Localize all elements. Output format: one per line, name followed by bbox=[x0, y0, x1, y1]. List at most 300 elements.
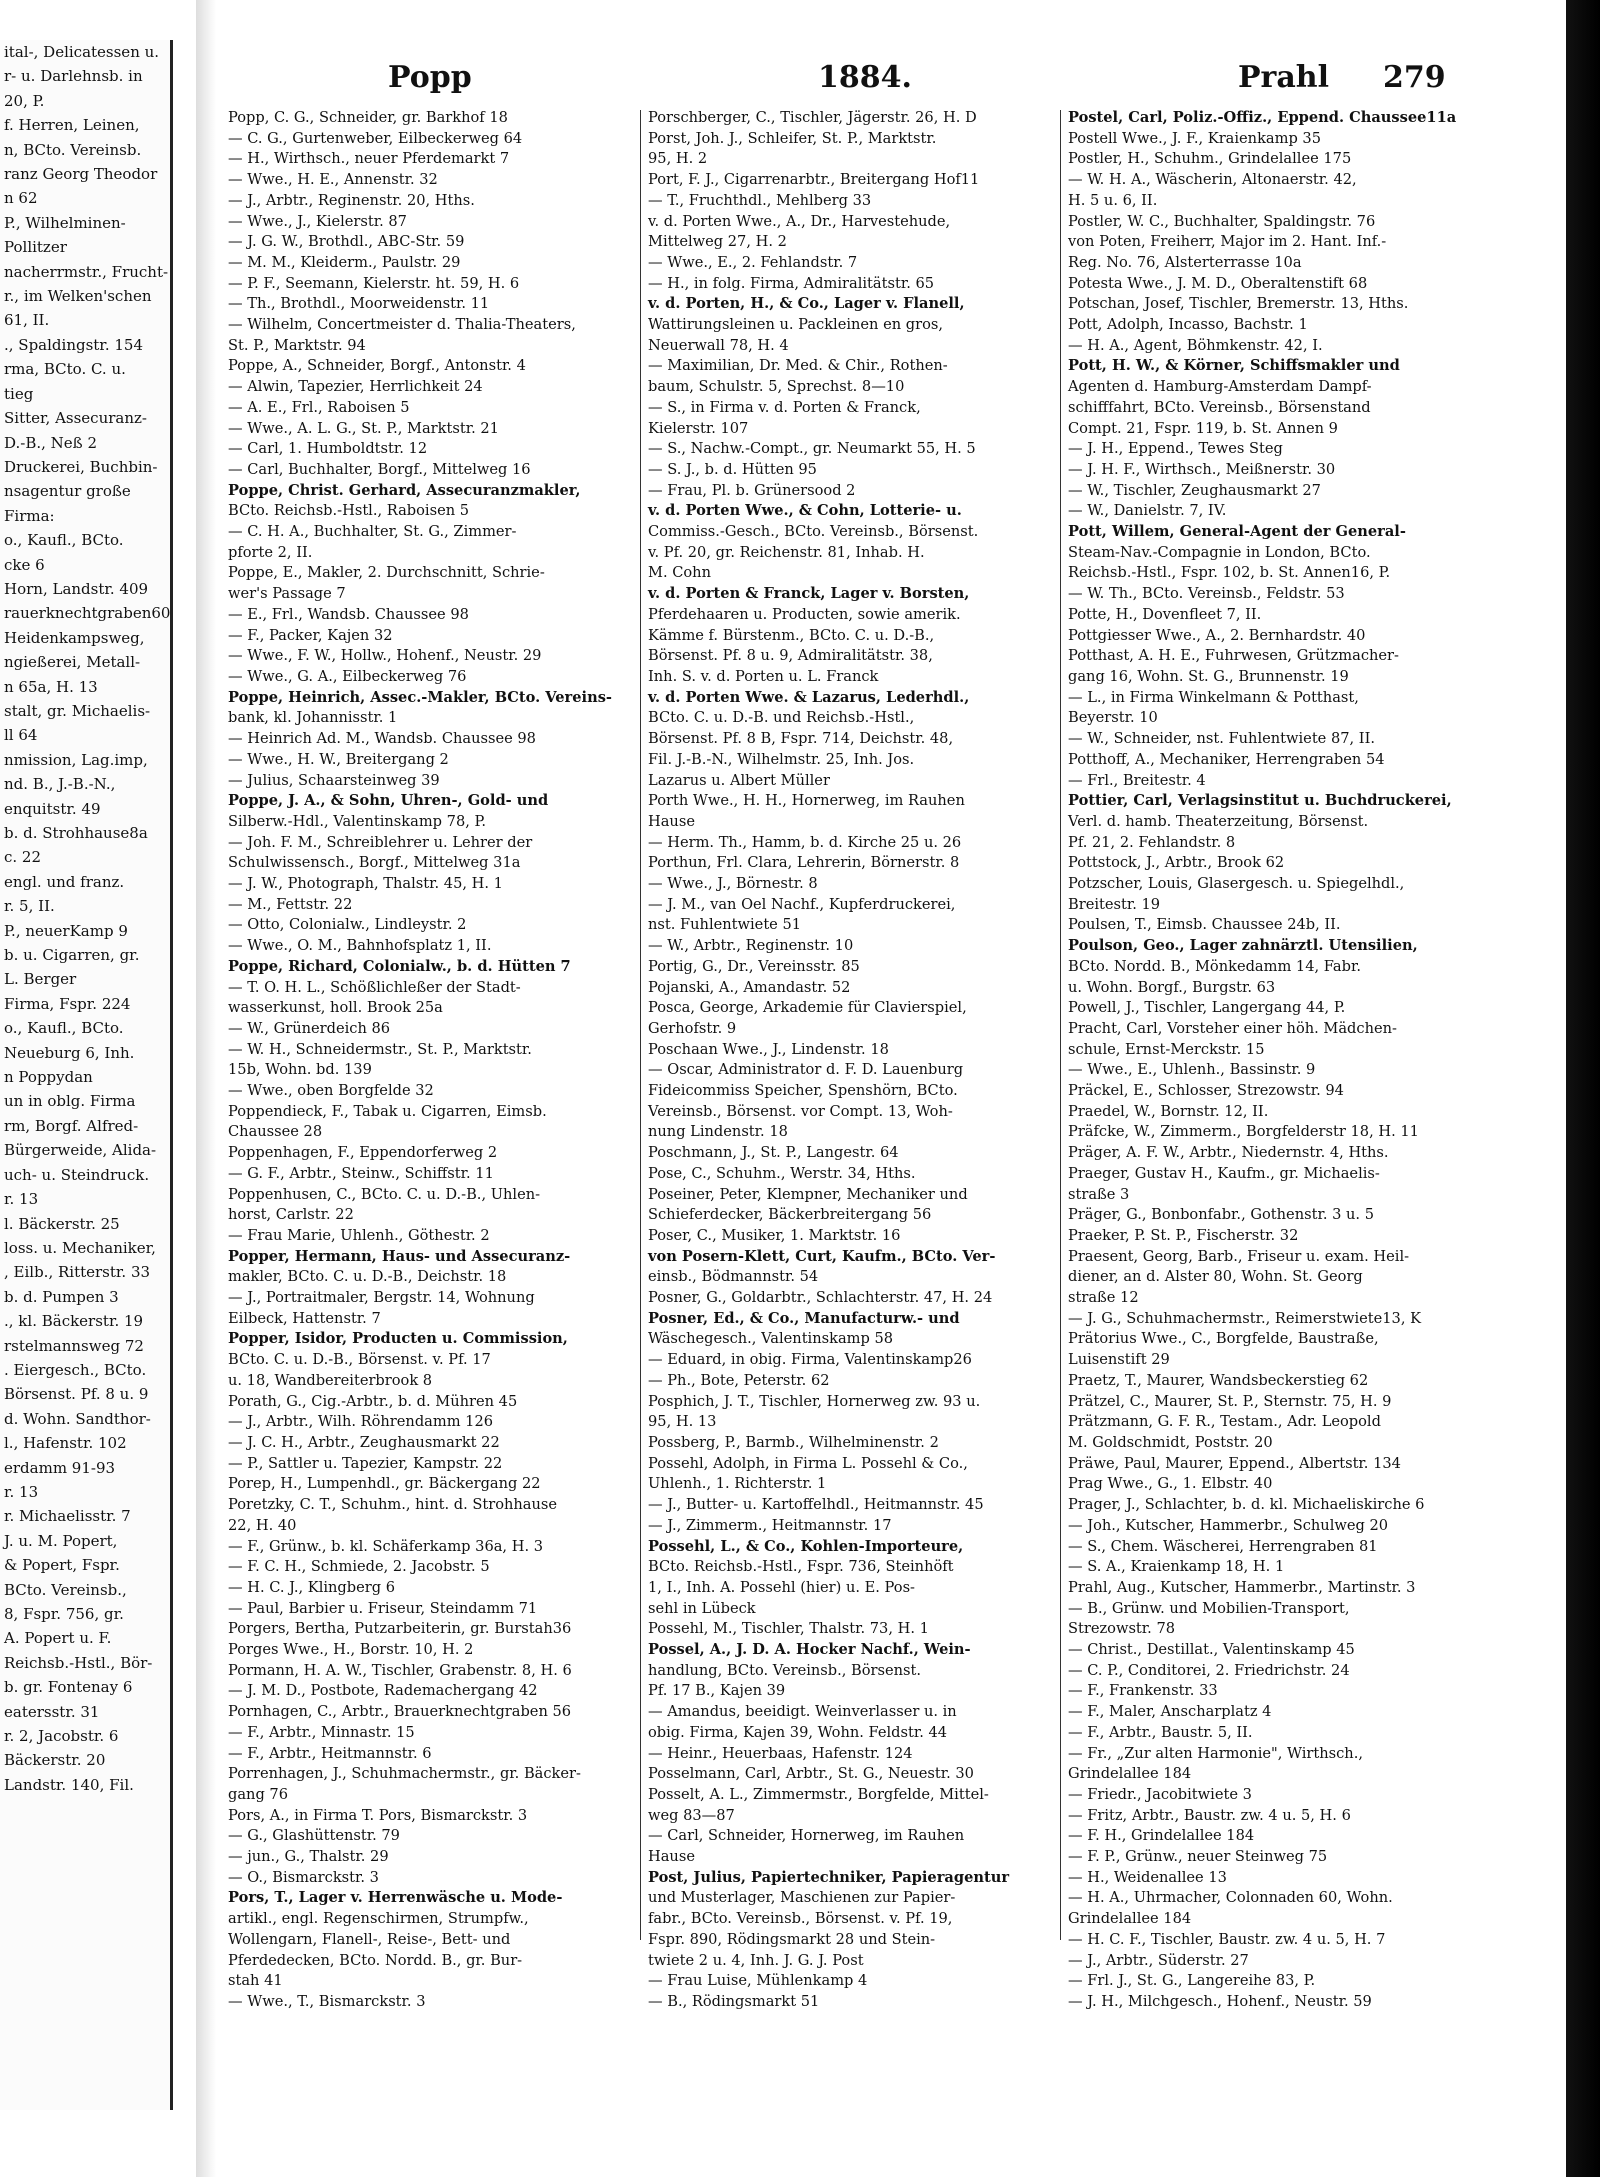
directory-column-1 bbox=[228, 108, 628, 2010]
previous-page-line: L. Berger bbox=[4, 970, 77, 989]
previous-page-line: P., neuerKamp 9 bbox=[4, 921, 128, 940]
directory-entry: Porep, H., Lumpenhdl., gr. Bäckergang 22 bbox=[228, 1475, 541, 1493]
previous-page-line: ngießerei, Metall- bbox=[4, 653, 141, 672]
directory-entry: — Th., Brothdl., Moorweidenstr. 11 bbox=[228, 295, 490, 313]
directory-entry: Posphich, J. T., Tischler, Hornerweg zw. 93 u. bbox=[648, 1392, 981, 1410]
directory-entry: Praetz, T., Maurer, Wandsbeckerstieg 62 bbox=[1068, 1371, 1369, 1389]
directory-entry: Pojanski, A., Amandastr. 52 bbox=[648, 978, 851, 996]
directory-entry: — C. H. A., Buchhalter, St. G., Zimmer- bbox=[228, 523, 517, 541]
directory-entry: v. d. Porten Wwe. & Lazarus, Lederhdl., bbox=[648, 688, 970, 706]
directory-entry: Potesta Wwe., J. M. D., Oberaltenstift 68 bbox=[1068, 274, 1368, 292]
directory-entry: Possehl, M., Tischler, Thalstr. 73, H. 1 bbox=[648, 1620, 929, 1638]
previous-page-line: ranz Georg Theodor bbox=[4, 165, 158, 184]
directory-entry: Pferdedecken, BCto. Nordd. B., gr. Bur- bbox=[228, 1951, 523, 1969]
page-number: 279 bbox=[1383, 60, 1446, 95]
previous-page-line: J. u. M. Popert, bbox=[4, 1531, 118, 1550]
directory-entry: BCto. Nordd. B., Mönkedamm 14, Fabr. bbox=[1068, 957, 1361, 975]
directory-entry: — Wwe., E., 2. Fehlandstr. 7 bbox=[648, 253, 858, 271]
directory-entry: bank, kl. Johannisstr. 1 bbox=[228, 709, 398, 727]
previous-page-line: ital-, Delicatessen u. bbox=[4, 43, 160, 61]
previous-page-line: d. Wohn. Sandthor- bbox=[4, 1409, 151, 1428]
previous-page-line: r. 5, II. bbox=[4, 897, 55, 916]
directory-entry: Prag Wwe., G., 1. Elbstr. 40 bbox=[1068, 1475, 1273, 1493]
directory-entry: — Friedr., Jacobitwiete 3 bbox=[1068, 1785, 1252, 1803]
directory-entry: von Poten, Freiherr, Major im 2. Hant. Inf.- bbox=[1068, 233, 1387, 251]
directory-entry: Porges Wwe., H., Borstr. 10, H. 2 bbox=[228, 1641, 474, 1659]
directory-entry: Wäschegesch., Valentinskamp 58 bbox=[648, 1330, 894, 1348]
directory-entry: Possehl, L., & Co., Kohlen-Importeure, bbox=[648, 1537, 964, 1555]
directory-entry: Pottstock, J., Arbtr., Brook 62 bbox=[1068, 854, 1285, 872]
directory-entry: Prätzel, C., Maurer, St. P., Sternstr. 75, H. 9 bbox=[1068, 1392, 1392, 1410]
directory-entry: Potte, H., Dovenfleet 7, II. bbox=[1068, 605, 1262, 623]
directory-entry: Poschaan Wwe., J., Lindenstr. 18 bbox=[648, 1040, 889, 1058]
directory-entry: — F. P., Grünw., neuer Steinweg 75 bbox=[1068, 1848, 1328, 1866]
directory-entry: — Ph., Bote, Peterstr. 62 bbox=[648, 1371, 830, 1389]
directory-entry: — A. E., Frl., Raboisen 5 bbox=[228, 398, 410, 416]
directory-entry: — W. H., Schneidermstr., St. P., Marktstr. bbox=[228, 1040, 532, 1058]
directory-entry: — F., Arbtr., Heitmannstr. 6 bbox=[228, 1744, 432, 1762]
previous-page-line: b. u. Cigarren, gr. bbox=[4, 946, 140, 965]
directory-entry: Prätorius Wwe., C., Borgfelde, Baustraße, bbox=[1068, 1330, 1379, 1348]
previous-page-line: Bürgerweide, Alida- bbox=[4, 1141, 157, 1160]
previous-page-line: eatersstr. 31 bbox=[4, 1702, 100, 1721]
directory-entry: Porst, Joh. J., Schleifer, St. P., Marktstr. bbox=[648, 129, 937, 147]
directory-entry: Possberg, P., Barmb., Wilhelminenstr. 2 bbox=[648, 1434, 939, 1451]
directory-entry: — Wilhelm, Concertmeister d. Thalia-Theaters, bbox=[228, 316, 576, 334]
directory-entry: Steam-Nav.-Compagnie in London, BCto. bbox=[1068, 543, 1371, 561]
previous-page-line: o., Kaufl., BCto. bbox=[4, 1019, 124, 1038]
directory-entry: Pormann, H. A. W., Tischler, Grabenstr. 8, H. 6 bbox=[228, 1661, 572, 1679]
page-header bbox=[228, 60, 1446, 110]
directory-entry: Posselt, A. L., Zimmermstr., Borgfelde, Mittel- bbox=[648, 1785, 989, 1803]
directory-entry: — W. H. A., Wäscherin, Altonaerstr. 42, bbox=[1068, 171, 1357, 189]
directory-entry: v. d. Porten & Franck, Lager v. Borsten, bbox=[648, 585, 970, 603]
directory-entry: — B., Rödingsmarkt 51 bbox=[648, 1992, 820, 2010]
directory-entry: — Joh., Kutscher, Hammerbr., Schulweg 20 bbox=[1068, 1516, 1389, 1534]
directory-entry: — J. H. F., Wirthsch., Meißnerstr. 30 bbox=[1068, 460, 1336, 478]
directory-entry: — J., Arbtr., Süderstr. 27 bbox=[1068, 1951, 1249, 1969]
directory-entry: BCto. Reichsb.-Hstl., Raboisen 5 bbox=[228, 502, 470, 520]
directory-entry: — H., Wirthsch., neuer Pferdemarkt 7 bbox=[228, 150, 510, 168]
directory-entry: obig. Firma, Kajen 39, Wohn. Feldstr. 44 bbox=[648, 1723, 948, 1741]
directory-entry: — J. G., Schuhmachermstr., Reimerstwiete13, K bbox=[1068, 1309, 1421, 1327]
previous-page-line: Druckerei, Buchbin- bbox=[4, 457, 158, 476]
directory-entry: — P., Sattler u. Tapezier, Kampstr. 22 bbox=[228, 1454, 503, 1472]
directory-entry: nung Lindenstr. 18 bbox=[648, 1123, 788, 1141]
previous-page-line: o., Kaufl., BCto. bbox=[4, 531, 124, 550]
previous-page-line: r. 2, Jacobstr. 6 bbox=[4, 1727, 119, 1746]
previous-page-line: nmission, Lag.imp, bbox=[4, 750, 148, 769]
directory-entry: 15b, Wohn. bd. 139 bbox=[228, 1061, 372, 1079]
directory-entry: Poppe, Richard, Colonialw., b. d. Hütten 7 bbox=[228, 957, 571, 975]
directory-entry: Schulwissensch., Borgf., Mittelweg 31a bbox=[228, 854, 521, 872]
directory-entry: — J. C. H., Arbtr., Zeughausmarkt 22 bbox=[228, 1434, 500, 1451]
book-edge bbox=[1566, 0, 1600, 2177]
directory-entry: wasserkunst, holl. Brook 25a bbox=[228, 999, 443, 1017]
directory-entry: BCto. Reichsb.-Hstl., Fspr. 736, Steinhöft bbox=[648, 1558, 954, 1576]
directory-entry: Porgers, Bertha, Putzarbeiterin, gr. Burstah36 bbox=[228, 1620, 572, 1638]
previous-page-line: D.-B., Neß 2 bbox=[4, 433, 97, 452]
header-year: 1884. bbox=[818, 60, 912, 95]
column-divider bbox=[640, 110, 641, 1940]
directory-entry: straße 12 bbox=[1068, 1289, 1139, 1307]
previous-page-line: nsagentur große bbox=[4, 482, 131, 501]
directory-entry: — F., Arbtr., Baustr. 5, II. bbox=[1068, 1723, 1253, 1741]
directory-entry: Börsenst. Pf. 8 B, Fspr. 714, Deichstr. 48, bbox=[648, 730, 954, 748]
directory-entry: BCto. C. u. D.-B., Börsenst. v. Pf. 17 bbox=[228, 1351, 491, 1369]
directory-entry: M. Cohn bbox=[648, 564, 711, 582]
directory-entry: Inh. S. v. d. Porten u. L. Franck bbox=[648, 667, 879, 685]
previous-page-line: Bäckerstr. 20 bbox=[4, 1751, 106, 1770]
directory-entry: — Oscar, Administrator d. F. D. Lauenburg bbox=[648, 1061, 964, 1079]
directory-entry: — W., Grünerdeich 86 bbox=[228, 1019, 391, 1037]
directory-entry: schifffahrt, BCto. Vereinsb., Börsenstand bbox=[1068, 398, 1371, 416]
directory-entry: — J., Butter- u. Kartoffelhdl., Heitmannstr. 45 bbox=[648, 1496, 984, 1514]
directory-entry: — F. H., Grindelallee 184 bbox=[1068, 1827, 1255, 1845]
directory-entry: Poser, C., Musiker, 1. Marktstr. 16 bbox=[648, 1226, 901, 1244]
directory-entry: v. d. Porten Wwe., A., Dr., Harvestehude, bbox=[648, 212, 951, 230]
directory-entry: — Amandus, beeidigt. Weinverlasser u. in bbox=[648, 1703, 957, 1721]
directory-entry: v. Pf. 20, gr. Reichenstr. 81, Inhab. H. bbox=[648, 543, 925, 561]
directory-entry: — J., Zimmerm., Heitmannstr. 17 bbox=[648, 1516, 892, 1534]
directory-entry: 95, H. 2 bbox=[648, 150, 708, 168]
previous-page-line: BCto. Vereinsb., bbox=[4, 1580, 127, 1599]
previous-page-line: b. gr. Fontenay 6 bbox=[4, 1678, 133, 1697]
directory-entry: Poschmann, J., St. P., Langestr. 64 bbox=[648, 1144, 899, 1162]
directory-entry: — H. A., Agent, Böhmkenstr. 42, I. bbox=[1068, 336, 1323, 354]
directory-entry: Präfcke, W., Zimmerm., Borgfelderstr 18, H. 11 bbox=[1068, 1123, 1419, 1141]
directory-entry: Pors, A., in Firma T. Pors, Bismarckstr. 3 bbox=[228, 1806, 528, 1824]
directory-entry: — F., Frankenstr. 33 bbox=[1068, 1682, 1218, 1700]
directory-entry: — Carl, 1. Humboldtstr. 12 bbox=[228, 440, 428, 458]
directory-entry: Poseiner, Peter, Klempner, Mechaniker und bbox=[648, 1185, 968, 1203]
previous-page-line: nd. B., J.-B.-N., bbox=[4, 775, 116, 794]
previous-page-line: Börsenst. Pf. 8 u. 9 bbox=[4, 1385, 149, 1404]
directory-entry: — T. O. H. L., Schößlichleßer der Stadt- bbox=[228, 978, 521, 996]
directory-column-3 bbox=[1068, 108, 1468, 2010]
directory-entry: Potthast, A. H. E., Fuhrwesen, Grützmacher- bbox=[1068, 647, 1399, 665]
previous-page-line: 8, Fspr. 756, gr. bbox=[4, 1605, 124, 1623]
directory-entry: — L., in Firma Winkelmann & Potthast, bbox=[1068, 688, 1359, 706]
directory-entry: Pornhagen, C., Arbtr., Brauerknechtgraben 56 bbox=[228, 1703, 572, 1721]
previous-page-line: & Popert, Fspr. bbox=[4, 1556, 120, 1575]
book-gutter bbox=[196, 0, 216, 2177]
directory-entry: Posselmann, Carl, Arbtr., St. G., Neuestr. 30 bbox=[648, 1765, 974, 1783]
previous-page-line: r. Michaelisstr. 7 bbox=[4, 1507, 131, 1526]
previous-page-line: Firma: bbox=[4, 506, 55, 525]
directory-entry: baum, Schulstr. 5, Sprechst. 8—10 bbox=[648, 378, 905, 396]
directory-entry: — M. M., Kleiderm., Paulstr. 29 bbox=[228, 253, 461, 271]
directory-entry: — C. P., Conditorei, 2. Friedrichstr. 24 bbox=[1068, 1661, 1350, 1679]
directory-entry: Pferdehaaren u. Producten, sowie amerik. bbox=[648, 605, 961, 623]
directory-entry: — Frl. J., St. G., Langereihe 83, P. bbox=[1068, 1972, 1316, 1990]
directory-entry: Porath, G., Cig.-Arbtr., b. d. Mühren 45 bbox=[228, 1392, 518, 1410]
directory-entry: Praeger, Gustav H., Kaufm., gr. Michaelis- bbox=[1068, 1164, 1380, 1182]
directory-entry: Potthoff, A., Mechaniker, Herrengraben 54 bbox=[1068, 750, 1385, 768]
directory-entry: Präwe, Paul, Maurer, Eppend., Albertstr. 134 bbox=[1068, 1454, 1401, 1472]
directory-entry: — H. C. J., Klingberg 6 bbox=[228, 1578, 395, 1596]
directory-entry: Prätzmann, G. F. R., Testam., Adr. Leopold bbox=[1068, 1413, 1381, 1431]
directory-entry: Poppe, E., Makler, 2. Durchschnitt, Schrie- bbox=[228, 564, 545, 582]
directory-entry: — Joh. F. M., Schreiblehrer u. Lehrer der bbox=[228, 833, 533, 851]
directory-entry: Agenten d. Hamburg-Amsterdam Dampf- bbox=[1068, 378, 1372, 396]
directory-entry: Uhlenh., 1. Richterstr. 1 bbox=[648, 1475, 827, 1493]
directory-entry: artikl., engl. Regenschirmen, Strumpfw., bbox=[228, 1910, 529, 1928]
directory-entry: — Frl., Breitestr. 4 bbox=[1068, 771, 1206, 789]
directory-entry: Potzscher, Louis, Glasergesch. u. Spiegelhdl., bbox=[1068, 875, 1405, 893]
directory-entry: — W., Danielstr. 7, IV. bbox=[1068, 502, 1227, 520]
directory-entry: — H. A., Uhrmacher, Colonnaden 60, Wohn. bbox=[1068, 1889, 1393, 1907]
directory-entry: — Wwe., H. E., Annenstr. 32 bbox=[228, 171, 438, 189]
directory-entry: Fil. J.-B.-N., Wilhelmstr. 25, Inh. Jos. bbox=[648, 750, 915, 768]
previous-page-line: n 65a, H. 13 bbox=[4, 677, 98, 696]
directory-entry: Eilbeck, Hattenstr. 7 bbox=[228, 1309, 381, 1327]
directory-entry: Poppe, J. A., & Sohn, Uhren-, Gold- und bbox=[228, 792, 549, 810]
previous-page-line: Reichsb.-Hstl., Bör- bbox=[4, 1653, 153, 1672]
directory-entry: — G. F., Arbtr., Steinw., Schiffstr. 11 bbox=[228, 1164, 494, 1182]
directory-entry: 1, I., Inh. A. Possehl (hier) u. E. Pos- bbox=[648, 1578, 915, 1596]
directory-entry: Possel, A., J. D. A. Hocker Nachf., Wein- bbox=[648, 1641, 971, 1659]
previous-page-line: rma, BCto. C. u. bbox=[4, 360, 126, 379]
previous-page-line: enquitstr. 49 bbox=[4, 799, 101, 818]
directory-entry: wer's Passage 7 bbox=[228, 585, 346, 603]
previous-page-line: uch- u. Steindruck. bbox=[4, 1165, 150, 1184]
directory-entry: — Eduard, in obig. Firma, Valentinskamp26 bbox=[648, 1351, 972, 1369]
directory-entry: Mittelweg 27, H. 2 bbox=[648, 233, 787, 251]
directory-entry: Präger, A. F. W., Arbtr., Niedernstr. 4, Hths. bbox=[1068, 1144, 1389, 1162]
directory-entry: Strezowstr. 78 bbox=[1068, 1620, 1176, 1638]
directory-entry: — S. A., Kraienkamp 18, H. 1 bbox=[1068, 1558, 1285, 1576]
directory-entry: Praeker, P. St. P., Fischerstr. 32 bbox=[1068, 1226, 1299, 1244]
directory-entry: — Carl, Buchhalter, Borgf., Mittelweg 16 bbox=[228, 460, 531, 478]
directory-entry: St. P., Marktstr. 94 bbox=[228, 336, 366, 354]
directory-entry: Popper, Isidor, Producten u. Commission, bbox=[228, 1330, 568, 1348]
directory-entry: — Wwe., oben Borgfelde 32 bbox=[228, 1082, 434, 1100]
directory-entry: — Heinr., Heuerbaas, Hafenstr. 124 bbox=[648, 1744, 913, 1762]
directory-entry: — J. M. D., Postbote, Rademachergang 42 bbox=[228, 1682, 538, 1700]
directory-entry: — Wwe., J., Kielerstr. 87 bbox=[228, 212, 407, 230]
directory-entry: diener, an d. Alster 80, Wohn. St. Georg bbox=[1068, 1268, 1363, 1286]
directory-entry: von Posern-Klett, Curt, Kaufm., BCto. Ver- bbox=[648, 1247, 996, 1265]
directory-entry: — B., Grünw. und Mobilien-Transport, bbox=[1068, 1599, 1350, 1617]
directory-entry: — Frau, Pl. b. Grünersood 2 bbox=[648, 481, 856, 499]
directory-entry: Post, Julius, Papiertechniker, Papieragentur bbox=[648, 1868, 1010, 1886]
previous-page-line: tieg bbox=[4, 384, 34, 403]
directory-entry: — Maximilian, Dr. Med. & Chir., Rothen- bbox=[648, 357, 948, 375]
directory-entry: Neuerwall 78, H. 4 bbox=[648, 336, 789, 354]
directory-entry: Beyerstr. 10 bbox=[1068, 709, 1158, 727]
directory-entry: — F. C. H., Schmiede, 2. Jacobstr. 5 bbox=[228, 1558, 490, 1576]
previous-page-line: A. Popert u. F. bbox=[4, 1629, 112, 1648]
directory-entry: Pottgiesser Wwe., A., 2. Bernhardstr. 40 bbox=[1068, 626, 1366, 644]
directory-entry: — S., Chem. Wäscherei, Herrengraben 81 bbox=[1068, 1537, 1378, 1555]
directory-entry: Gerhofstr. 9 bbox=[648, 1019, 737, 1037]
directory-entry: Poppe, Heinrich, Assec.-Makler, BCto. Vereins- bbox=[228, 688, 612, 706]
directory-entry: u. 18, Wandbereiterbrook 8 bbox=[228, 1371, 433, 1389]
directory-entry: — Christ., Destillat., Valentinskamp 45 bbox=[1068, 1641, 1355, 1659]
previous-page-line: l., Hafenstr. 102 bbox=[4, 1434, 127, 1453]
directory-entry: — Julius, Schaarsteinweg 39 bbox=[228, 771, 440, 789]
directory-entry: — Fritz, Arbtr., Baustr. zw. 4 u. 5, H. 6 bbox=[1068, 1806, 1351, 1824]
directory-entry: — J., Arbtr., Wilh. Röhrendamm 126 bbox=[228, 1413, 494, 1431]
directory-entry: Poppendieck, F., Tabak u. Cigarren, Eimsb. bbox=[228, 1102, 547, 1120]
directory-entry: — J., Portraitmaler, Bergstr. 14, Wohnung bbox=[228, 1289, 535, 1307]
directory-entry: einsb., Bödmannstr. 54 bbox=[648, 1268, 819, 1286]
directory-entry: — S., in Firma v. d. Porten & Franck, bbox=[648, 398, 921, 416]
directory-entry: — Heinrich Ad. M., Wandsb. Chaussee 98 bbox=[228, 730, 536, 748]
directory-entry: Pose, C., Schuhm., Werstr. 34, Hths. bbox=[648, 1164, 916, 1182]
directory-entry: Börsenst. Pf. 8 u. 9, Admiralitätstr. 38, bbox=[648, 647, 933, 665]
directory-entry: Port, F. J., Cigarrenarbtr., Breitergang Hof11 bbox=[648, 171, 980, 189]
directory-entry: Postell Wwe., J. F., Kraienkamp 35 bbox=[1068, 129, 1322, 147]
previous-page-line: n, BCto. Vereinsb. bbox=[4, 140, 142, 159]
previous-page-line: f. Herren, Leinen, bbox=[4, 116, 140, 135]
directory-entry: Wattirungsleinen u. Packleinen en gros, bbox=[648, 316, 943, 334]
directory-entry: handlung, BCto. Vereinsb., Börsenst. bbox=[648, 1661, 922, 1679]
directory-entry: Poppe, A., Schneider, Borgf., Antonstr. 4 bbox=[228, 357, 526, 375]
directory-entry: Powell, J., Tischler, Langergang 44, P. bbox=[1068, 999, 1346, 1017]
directory-entry: — F., Maler, Anscharplatz 4 bbox=[1068, 1703, 1272, 1721]
directory-entry: — Wwe., H. W., Breitergang 2 bbox=[228, 750, 449, 768]
directory-entry: — J. M., van Oel Nachf., Kupferdruckerei, bbox=[648, 895, 956, 913]
directory-entry: Posner, G., Goldarbtr., Schlachterstr. 47, H. 24 bbox=[648, 1289, 993, 1307]
previous-page-line: r- u. Darlehnsb. in bbox=[4, 67, 143, 86]
directory-entry: Hause bbox=[648, 1848, 695, 1866]
directory-entry: Präger, G., Bonbonfabr., Gothenstr. 3 u. 5 bbox=[1068, 1206, 1374, 1224]
previous-page-line: un in oblg. Firma bbox=[4, 1092, 136, 1111]
directory-entry: Pf. 17 B., Kajen 39 bbox=[648, 1682, 786, 1700]
directory-entry: — F., Grünw., b. kl. Schäferkamp 36a, H. 3 bbox=[228, 1537, 544, 1555]
previous-page-line: cke 6 bbox=[4, 555, 45, 574]
previous-page-line: rstelmannsweg 72 bbox=[4, 1336, 144, 1355]
directory-entry: Prager, J., Schlachter, b. d. kl. Michaeliskirche 6 bbox=[1068, 1496, 1425, 1514]
directory-entry: — jun., G., Thalstr. 29 bbox=[228, 1848, 389, 1866]
directory-entry: Chaussee 28 bbox=[228, 1123, 323, 1141]
directory-entry: Postler, W. C., Buchhalter, Spaldingstr. 76 bbox=[1068, 212, 1376, 230]
previous-page-line: stalt, gr. Michaelis- bbox=[4, 701, 151, 720]
previous-page-line: nacherrmstr., Frucht- bbox=[4, 262, 169, 281]
directory-entry: Pott, Willem, General-Agent der General- bbox=[1068, 523, 1406, 541]
directory-entry: — J. H., Milchgesch., Hohenf., Neustr. 59 bbox=[1068, 1992, 1372, 2010]
directory-entry: Potschan, Josef, Tischler, Bremerstr. 13, Hths. bbox=[1068, 295, 1409, 313]
previous-page-line: loss. u. Mechaniker, bbox=[4, 1238, 156, 1257]
directory-entry: — H. C. F., Tischler, Baustr. zw. 4 u. 5, H. 7 bbox=[1068, 1930, 1386, 1948]
previous-page-line: rauerknechtgraben60 bbox=[4, 604, 171, 623]
directory-entry: — J. G. W., Brothdl., ABC-Str. 59 bbox=[228, 233, 465, 251]
directory-entry: — Otto, Colonialw., Lindleystr. 2 bbox=[228, 916, 467, 934]
previous-page-line: Pollitzer bbox=[4, 238, 67, 257]
directory-entry: Pors, T., Lager v. Herrenwäsche u. Mode- bbox=[228, 1889, 563, 1907]
directory-entry: Porthun, Frl. Clara, Lehrerin, Börnerstr. 8 bbox=[648, 854, 960, 872]
previous-page-line: engl. und franz. bbox=[4, 872, 125, 891]
directory-entry: Popp, C. G., Schneider, gr. Barkhof 18 bbox=[228, 109, 508, 126]
directory-entry: und Musterlager, Maschienen zur Papier- bbox=[648, 1889, 956, 1907]
directory-entry: — J. W., Photograph, Thalstr. 45, H. 1 bbox=[228, 875, 503, 893]
directory-entry: — W. Th., BCto. Vereinsb., Feldstr. 53 bbox=[1068, 585, 1345, 603]
header-left-word: Popp bbox=[388, 60, 472, 95]
directory-entry: Porth Wwe., H. H., Hornerweg, im Rauhen bbox=[648, 792, 965, 810]
directory-entry: — O., Bismarckstr. 3 bbox=[228, 1868, 379, 1886]
directory-entry: gang 16, Wohn. St. G., Brunnenstr. 19 bbox=[1068, 667, 1349, 685]
directory-entry: — H., Weidenallee 13 bbox=[1068, 1868, 1227, 1886]
directory-entry: Schieferdecker, Bäckerbreitergang 56 bbox=[648, 1206, 932, 1224]
directory-entry: — Frau Marie, Uhlenh., Göthestr. 2 bbox=[228, 1226, 490, 1244]
directory-entry: — F., Arbtr., Minnastr. 15 bbox=[228, 1723, 415, 1741]
directory-entry: sehl in Lübeck bbox=[648, 1599, 756, 1617]
directory-entry: — Paul, Barbier u. Friseur, Steindamm 71 bbox=[228, 1599, 538, 1617]
directory-entry: — W., Arbtr., Reginenstr. 10 bbox=[648, 937, 854, 955]
directory-entry: Luisenstift 29 bbox=[1068, 1351, 1170, 1369]
directory-entry: Pf. 21, 2. Fehlandstr. 8 bbox=[1068, 833, 1236, 851]
previous-page-line: Neueburg 6, Inh. bbox=[4, 1043, 135, 1062]
directory-entry: straße 3 bbox=[1068, 1185, 1130, 1203]
directory-entry: stah 41 bbox=[228, 1972, 283, 1990]
previous-page-line: , Eilb., Ritterstr. 33 bbox=[4, 1263, 151, 1282]
directory-entry: Poppenhagen, F., Eppendorferweg 2 bbox=[228, 1144, 498, 1162]
directory-entry: Posca, George, Arkademie für Clavierspiel, bbox=[648, 999, 967, 1017]
directory-entry: — T., Fruchthdl., Mehlberg 33 bbox=[648, 191, 872, 209]
previous-page-fragment bbox=[0, 40, 173, 2110]
previous-page-line: P., Wilhelminen- bbox=[4, 213, 126, 232]
directory-entry: — G., Glashüttenstr. 79 bbox=[228, 1827, 400, 1845]
directory-entry: — P. F., Seemann, Kielerstr. ht. 59, H. 6 bbox=[228, 274, 520, 292]
directory-entry: nst. Fuhlentwiete 51 bbox=[648, 916, 802, 934]
directory-entry: Lazarus u. Albert Müller bbox=[648, 771, 830, 789]
directory-entry: 95, H. 13 bbox=[648, 1413, 717, 1431]
directory-entry: Pott, Adolph, Incasso, Bachstr. 1 bbox=[1068, 316, 1308, 334]
directory-entry: H. 5 u. 6, II. bbox=[1068, 191, 1158, 209]
directory-entry: Compt. 21, Fspr. 119, b. St. Annen 9 bbox=[1068, 419, 1338, 437]
directory-entry: twiete 2 u. 4, Inh. J. G. J. Post bbox=[648, 1951, 864, 1969]
previous-page-line: ., Spaldingstr. 154 bbox=[4, 335, 143, 354]
directory-entry: Portig, G., Dr., Vereinsstr. 85 bbox=[648, 957, 860, 975]
directory-entry: Silberw.-Hdl., Valentinskamp 78, P. bbox=[228, 812, 487, 830]
previous-page-line: Horn, Landstr. 409 bbox=[4, 579, 149, 598]
directory-entry: v. d. Porten, H., & Co., Lager v. Flanell, bbox=[648, 295, 965, 313]
previous-page-line: n Poppydan bbox=[4, 1068, 93, 1087]
previous-page-line: rm, Borgf. Alfred- bbox=[4, 1116, 139, 1135]
directory-entry: u. Wohn. Borgf., Burgstr. 63 bbox=[1068, 978, 1276, 996]
directory-entry: Postel, Carl, Poliz.-Offiz., Eppend. Chaussee11a bbox=[1068, 109, 1457, 126]
previous-page-line: Sitter, Assecuranz- bbox=[4, 409, 147, 428]
directory-entry: Reg. No. 76, Alsterterrasse 10a bbox=[1068, 253, 1302, 271]
directory-entry: — Carl, Schneider, Hornerweg, im Rauhen bbox=[648, 1827, 965, 1845]
directory-entry: Poulsen, T., Eimsb. Chaussee 24b, II. bbox=[1068, 916, 1341, 934]
directory-entry: — M., Fettstr. 22 bbox=[228, 895, 353, 913]
directory-entry: Praesent, Georg, Barb., Friseur u. exam. Heil- bbox=[1068, 1247, 1410, 1265]
directory-entry: Hause bbox=[648, 812, 695, 830]
directory-entry: Breitestr. 19 bbox=[1068, 895, 1161, 913]
directory-entry: gang 76 bbox=[228, 1785, 288, 1803]
directory-entry: Postler, H., Schuhm., Grindelallee 175 bbox=[1068, 150, 1352, 168]
directory-entry: — S. J., b. d. Hütten 95 bbox=[648, 460, 817, 478]
previous-page-line: n 62 bbox=[4, 189, 38, 208]
directory-entry: fabr., BCto. Vereinsb., Börsenst. v. Pf. 19, bbox=[648, 1910, 953, 1928]
directory-entry: pforte 2, II. bbox=[228, 543, 313, 561]
directory-entry: — W., Schneider, nst. Fuhlentwiete 87, II. bbox=[1068, 730, 1375, 748]
directory-entry: — Wwe., E., Uhlenh., Bassinstr. 9 bbox=[1068, 1061, 1316, 1079]
directory-entry: — Wwe., T., Bismarckstr. 3 bbox=[228, 1992, 426, 2010]
directory-entry: Pottier, Carl, Verlagsinstitut u. Buchdruckerei, bbox=[1068, 792, 1452, 810]
column-divider bbox=[1060, 110, 1061, 1940]
directory-entry: Posner, Ed., & Co., Manufacturw.- und bbox=[648, 1309, 960, 1327]
previous-page-line: Firma, Fspr. 224 bbox=[4, 994, 131, 1013]
previous-page-line: ll 64 bbox=[4, 726, 38, 745]
previous-page-line: erdamm 91-93 bbox=[4, 1458, 116, 1477]
previous-page-line: . Eiergesch., BCto. bbox=[4, 1360, 147, 1379]
previous-page-line: r., im Welken'schen bbox=[4, 287, 152, 306]
directory-entry: M. Goldschmidt, Poststr. 20 bbox=[1068, 1434, 1273, 1451]
